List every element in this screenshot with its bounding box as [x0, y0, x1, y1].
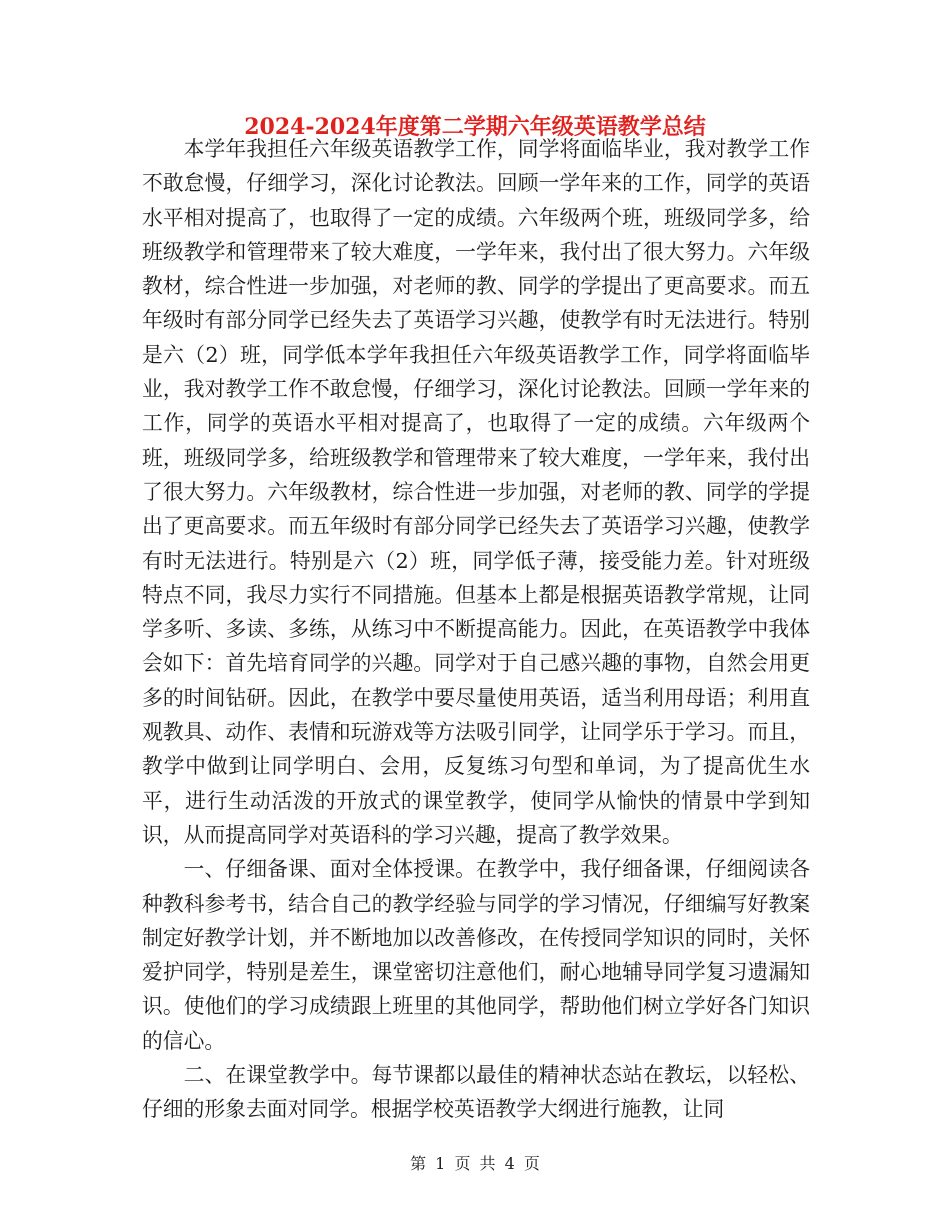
page-number-footer: 第 1 页 共 4 页	[410, 1154, 540, 1173]
paragraph-intro: 本学年我担任六年级英语教学工作，同学将面临毕业，我对教学工作不敢怠慢，仔细学习，深化讨论教法。回顾一学年来的工作，同学的英语水平相对提高了，也取得了一定的成绩。六年级两个班，班级同学多，给班级教学和管理带来了较大难度，一学年来，我付出了很大努力。六年级教材，综合性进一步加强，对老师的教、同学的学提出了更高要求。而五年级时有部分同学已经失去了英语学习兴趣，使教学有时无法进行。特别是六（2）班，同学低本学年我担任六年级英语教学工作，同学将面临毕业，我对教学工作不敢怠慢，仔细学习，深化讨论教法。回顾一学年来的工作，同学的英语水平相对提高了，也取得了一定的成绩。六年级两个班，班级同学多，给班级教学和管理带来了较大难度，一学年来，我付出了很大努力。六年级教材，综合性进一步加强，对老师的教、同学的学提出了更高要求。而五年级时有部分同学已经失去了英语学习兴趣，使教学有时无法进行。特别是六（2）班，同学低子薄，接受能力差。针对班级特点不同，我尽力实行不同措施。但基本上都是根据英语教学常规，让同学多听、多读、多练，从练习中不断提高能力。因此，在英语教学中我体会如下：首先培育同学的兴趣。同学对于自己感兴趣的事物，自然会用更多的时间钻研。因此，在教学中要尽量使用英语，适当利用母语；利用直观教具、动作、表情和玩游戏等方法吸引同学，让同学乐于学习。而且，教学中做到让同学明白、会用，反复练习句型和单词，为了提高优生水平，进行生动活泼的开放式的课堂教学，使同学从愉快的情景中学到知识，从而提高同学对英语科的学习兴趣，提高了教学效果。	[142, 137, 810, 847]
paragraph-section-1: 一、仔细备课、面对全体授课。在教学中，我仔细备课，仔细阅读各种教科参考书，结合自己的教学经验与同学的学习情况，仔细编写好教案制定好教学计划，并不断地加以改善修改，在传授同学知识的同时，关怀爱护同学，特别是差生，课堂密切注意他们，耐心地辅导同学复习遗漏知识。使他们的学习成绩跟上班里的其他同学，帮助他们树立学好各门知识的信心。	[142, 857, 810, 1053]
document-body	[142, 132, 810, 1127]
paragraph-section-2: 二、在课堂教学中。每节课都以最佳的精神状态站在教坛，以轻松、仔细的形象去面对同学。根据学校英语教学大纲进行施教，让同	[142, 1063, 810, 1122]
document-title: 2024-2024年度第二学期六年级英语教学总结	[244, 114, 706, 140]
